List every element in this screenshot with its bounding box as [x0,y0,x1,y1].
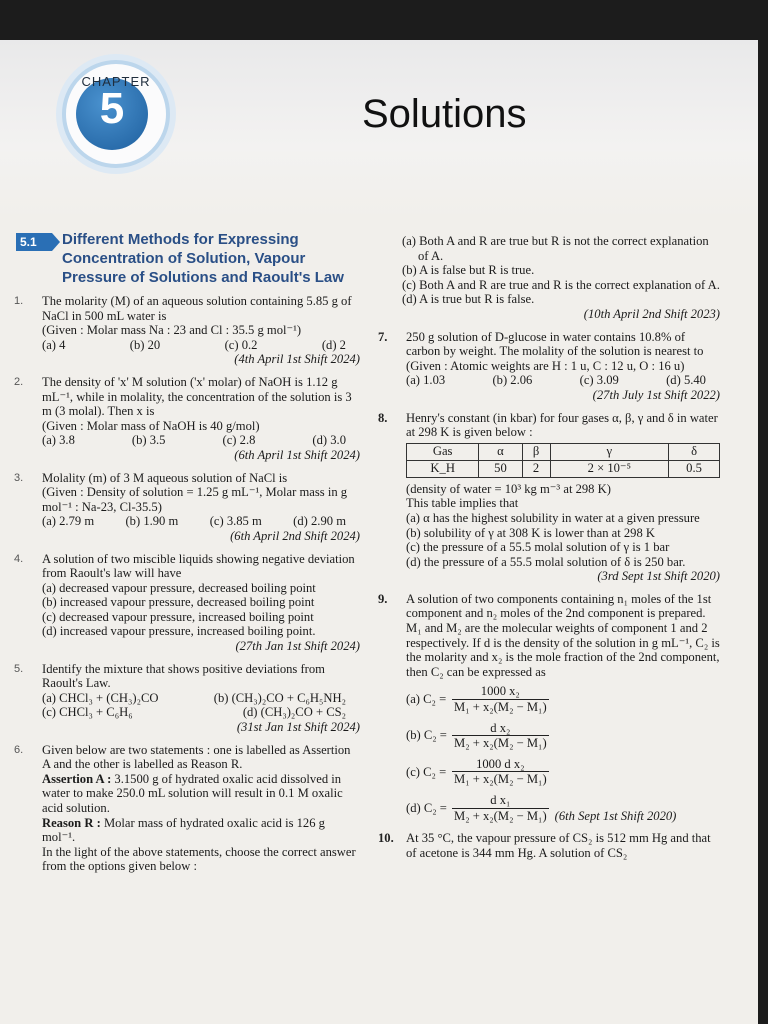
question-given: (Given : Molar mass of NaOH is 40 g/mol) [42,418,260,433]
question-number: 6. [14,743,24,756]
option-b: (b) 1.90 m [125,514,179,529]
question-10 [378,831,720,860]
question-text: At 35 °C, the vapour pressure of CS₂ is 512 mm Hg and that of acetone is 344 mm Hg. A solution of CS₂ [406,831,711,860]
question-2 [14,375,360,463]
question-text: A solution of two components containing n₁ moles of the 1st component and n₂ moles of the 2nd component is prepared. M₁ and M₂ are the molecular weights of component 1 and 2 respectively. If d is the density of the solution in g mL⁻¹, C₂ is the molarity and x₂ is the mole fraction of the 2nd component, then C₂ can be expressed as [406,591,720,679]
table-implies: This table implies that [406,496,519,511]
option-d: (d) 2.90 m [293,514,346,529]
question-source: (6th April 1st Shift 2024) [234,447,360,462]
section-number-badge: 5.1 [16,233,52,251]
numerator: d x₁ [490,793,511,807]
option-a: (a) 3.8 [42,433,75,448]
chapter-number: 5 [99,84,125,133]
question-source: (27th Jan 1st Shift 2024) [235,639,360,654]
denominator: M₁ + x₂(M₂ − M₁) [454,700,547,715]
question-number: 2. [14,375,24,388]
option-a: (a) CHCl₃ + (CH₃)₂CO [42,690,159,705]
table-cell: 2 × 10⁻⁵ [550,460,669,477]
question-text: 250 g solution of D-glucose in water contains 10.8% of carbon by weight. The molality of the solution is nearest to (Given : Atomic weights are H : 1 u, C : 12 u, O : 16 u) [406,329,704,373]
question-4 [14,552,360,654]
section-arrow-icon [52,233,60,251]
option-d: (d) increased vapour pressure, increased boiling point. [42,624,316,639]
fraction [452,793,549,823]
option-b: (b) A is false but R is true. [402,263,535,278]
option-c: (c) Both A and R are true and R is the correct explanation of A. [402,277,720,292]
option-label: (b) C₂ = [406,728,447,743]
denominator: M₁ + x₂(M₂ − M₁) [454,772,547,787]
option-c [406,757,720,787]
question-number: 1. [14,295,24,307]
question-text: Henry's constant (in kbar) for four gases α, β, γ and δ in water at 298 K is given below : [406,410,718,440]
denominator: M₂ + x₂(M₂ − M₁) [454,808,547,823]
question-source: (3rd Sept 1st Shift 2020) [597,569,720,584]
reason [42,816,360,845]
section-title: Different Methods for Expressing Concentration of Solution, Vapour Pressure of Solutions and Raoult's Law [62,231,344,286]
reason-text: Molar mass of hydrated oxalic acid is 126 g mol⁻¹. [42,815,325,845]
question-1 [14,294,360,367]
question-source: (31st Jan 1st Shift 2024) [236,720,360,735]
table-cell: 0.5 [669,460,720,477]
option-b: (b) (CH₃)₂CO + C₆H₅NH₂ [213,690,346,705]
page-title: Solutions [362,92,527,136]
option-b: (b) 3.5 [131,433,166,448]
option-label: (a) C₂ = [406,692,447,707]
options-row [42,705,360,720]
option-b: (b) 20 [129,337,161,352]
question-given: (Given : Molar mass Na : 23 and Cl : 35.5 g mol⁻¹) [42,323,302,338]
option-b: (b) increased vapour pressure, decreased boiling point [42,595,315,610]
question-9 [378,592,720,823]
table-header-row [407,443,720,460]
option-c: (c) decreased vapour pressure, increased boiling point [42,609,314,624]
question-6-options [378,234,720,322]
option-d: (d) 2 [321,337,346,352]
table-header-cell: α [479,443,522,460]
chapter-label: CHAPTER [81,74,151,89]
option-d: (d) 3.0 [312,433,346,448]
numerator: d x₂ [490,720,511,735]
question-number: 7. [378,329,388,344]
option-a: (a) 1.03 [406,373,446,388]
option-c: (c) the pressure of a 55.5 molal solution of γ is 1 bar [406,540,670,555]
question-number: 9. [378,591,388,606]
question-number: 4. [14,552,24,565]
option-d: (d) (CH₃)₂CO + CS₂ [242,705,346,720]
table-cell: 50 [479,460,522,477]
reason-label: Reason R : [42,815,101,830]
fraction [452,757,549,787]
question-8 [378,411,720,584]
question-closing: In the light of the above statements, choose the correct answer from the options given below : [42,844,356,874]
question-source: (6th Sept 1st Shift 2020) [554,808,677,823]
right-column [378,234,720,868]
table-header-cell: δ [669,443,720,460]
question-text: The density of 'x' M solution ('x' molar) of NaOH is 1.12 g mL⁻¹, while in molality, the concentration of the solution is 3 m (3 molal). Then x is [42,374,352,419]
question-source: (27th July 1st Shift 2022) [592,387,720,402]
option-a: (a) α has the highest solubility in water at a given pressure [406,510,700,525]
question-text: Molality (m) of 3 M aqueous solution of NaCl is [42,470,288,485]
fraction [452,684,549,714]
question-text: The molarity (M) of an aqueous solution containing 5.85 g of NaCl in 500 mL water is [42,294,352,323]
option-b [406,721,720,751]
question-3 [14,471,360,544]
table-header-cell: Gas [407,443,479,460]
question-number: 8. [378,410,388,425]
question-number: 3. [14,471,24,484]
option-a: (a) Both A and R are true but R is not the correct explanation of A. [402,234,709,263]
table-cell: 2 [522,460,550,477]
fraction [452,721,549,751]
question-source: (10th April 2nd Shift 2023) [583,306,720,321]
option-c: (c) CHCl₃ + C₆H₆ [42,705,133,720]
question-text: Given below are two statements : one is labelled as Assertion A and the other is labelled as Reason R. [42,742,351,772]
question-text: Identify the mixture that shows positive deviations from Raoult's Law. [42,661,325,691]
option-d: (d) the pressure of a 55.5 molal solution of δ is 250 bar. [406,554,686,569]
option-d: (d) 5.40 [666,373,706,388]
question-given: (Given : Density of solution = 1.25 g mL⁻¹, Molar mass in g mol⁻¹ : Na-23, Cl-35.5) [42,485,348,514]
question-number: 5. [14,662,24,675]
option-label: (c) C₂ = [406,764,447,779]
option-c: (c) 3.85 m [209,514,262,529]
assertion-text: 3.1500 g of hydrated oxalic acid dissolved in water to make 250.0 mL solution will result in 0.1 M oxalic acid solution. [42,771,343,815]
options-row [42,433,360,448]
table-header-cell: β [522,443,550,460]
assertion [42,772,360,816]
option-label: (d) C₂ = [406,800,447,815]
question-number: 10. [378,831,394,846]
option-c: (c) 0.2 [224,337,258,352]
henry-constant-table [406,443,720,478]
option-c: (c) 2.8 [222,433,256,448]
question-text: A solution of two miscible liquids showing negative deviation from Raoult's law will have [42,551,355,581]
question-6 [14,743,360,874]
density-note: (density of water = 10³ kg m⁻³ at 298 K) [406,481,611,496]
options-row [406,373,720,388]
numerator: 1000 x₂ [480,684,520,699]
option-a: (a) 4 [42,337,66,352]
question-7 [378,330,720,403]
option-d: (d) A is true but R is false. [402,292,535,307]
option-a [406,684,720,714]
table-header-cell: γ [550,443,669,460]
question-source: (4th April 1st Shift 2024) [234,352,360,367]
question-source: (6th April 2nd Shift 2024) [230,528,360,543]
option-a: (a) 2.79 m [42,514,95,529]
denominator: M₂ + x₂(M₂ − M₁) [454,736,547,751]
option-c: (c) 3.09 [579,373,619,388]
options-row [42,338,360,353]
assertion-label: Assertion A : [42,771,112,786]
options-row [42,514,360,529]
question-5 [14,662,360,735]
numerator: 1000 d x₂ [476,756,525,771]
left-column [14,294,360,882]
options-row [42,691,360,706]
table-row [407,460,720,477]
option-b: (b) 2.06 [492,373,533,388]
option-b: (b) solubility of γ at 308 K is lower than at 298 K [406,525,656,540]
option-a: (a) decreased vapour pressure, decreased boiling point [42,580,316,595]
option-d [406,793,720,823]
table-cell: K_H [407,460,479,477]
